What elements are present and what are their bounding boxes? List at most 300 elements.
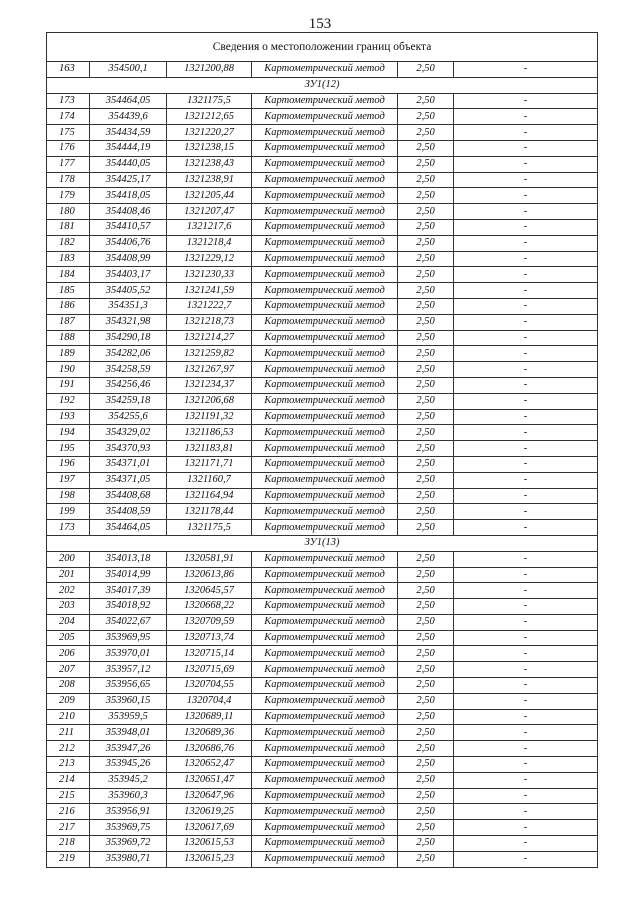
accuracy-cell: 2,50 bbox=[398, 172, 454, 188]
accuracy-cell: 2,50 bbox=[398, 662, 454, 678]
point-number: 213 bbox=[47, 757, 90, 773]
note-cell: - bbox=[454, 314, 598, 330]
point-number: 196 bbox=[47, 456, 90, 472]
table-row bbox=[47, 741, 598, 757]
point-number: 195 bbox=[47, 441, 90, 457]
accuracy-cell: 2,50 bbox=[398, 314, 454, 330]
note-cell: - bbox=[454, 441, 598, 457]
table-row bbox=[47, 140, 598, 156]
coord-y: 1320715,69 bbox=[167, 662, 252, 678]
accuracy-cell: 2,50 bbox=[398, 472, 454, 488]
table-row bbox=[47, 362, 598, 378]
method-cell: Картометрический метод bbox=[252, 377, 398, 393]
coord-y: 1321186,53 bbox=[167, 425, 252, 441]
coord-x: 353956,91 bbox=[90, 804, 167, 820]
accuracy-cell: 2,50 bbox=[398, 678, 454, 694]
coord-x: 354258,59 bbox=[90, 362, 167, 378]
coord-y: 1321234,37 bbox=[167, 377, 252, 393]
table-row bbox=[47, 314, 598, 330]
method-cell: Картометрический метод bbox=[252, 583, 398, 599]
table-row bbox=[47, 488, 598, 504]
table-row bbox=[47, 757, 598, 773]
table-row bbox=[47, 219, 598, 235]
coord-y: 1321218,4 bbox=[167, 235, 252, 251]
coord-y: 1321175,5 bbox=[167, 520, 252, 536]
note-cell: - bbox=[454, 409, 598, 425]
note-cell: - bbox=[454, 520, 598, 536]
table-row bbox=[47, 156, 598, 172]
accuracy-cell: 2,50 bbox=[398, 693, 454, 709]
coord-y: 1321222,7 bbox=[167, 298, 252, 314]
coord-y: 1321171,71 bbox=[167, 456, 252, 472]
note-cell: - bbox=[454, 377, 598, 393]
note-cell: - bbox=[454, 156, 598, 172]
method-cell: Картометрический метод bbox=[252, 298, 398, 314]
coord-y: 1320689,36 bbox=[167, 725, 252, 741]
point-number: 173 bbox=[47, 520, 90, 536]
table-row bbox=[47, 709, 598, 725]
table-row bbox=[47, 62, 598, 78]
coord-y: 1320704,4 bbox=[167, 693, 252, 709]
accuracy-cell: 2,50 bbox=[398, 599, 454, 615]
point-number: 211 bbox=[47, 725, 90, 741]
method-cell: Картометрический метод bbox=[252, 172, 398, 188]
coord-x: 353960,3 bbox=[90, 788, 167, 804]
method-cell: Картометрический метод bbox=[252, 93, 398, 109]
accuracy-cell: 2,50 bbox=[398, 709, 454, 725]
table-body bbox=[47, 33, 598, 868]
note-cell: - bbox=[454, 820, 598, 836]
method-cell: Картометрический метод bbox=[252, 725, 398, 741]
point-number: 186 bbox=[47, 298, 90, 314]
coord-x: 354403,17 bbox=[90, 267, 167, 283]
method-cell: Картометрический метод bbox=[252, 851, 398, 867]
method-cell: Картометрический метод bbox=[252, 362, 398, 378]
table-row bbox=[47, 551, 598, 567]
method-cell: Картометрический метод bbox=[252, 409, 398, 425]
note-cell: - bbox=[454, 362, 598, 378]
note-cell: - bbox=[454, 772, 598, 788]
note-cell: - bbox=[454, 298, 598, 314]
coord-x: 354255,6 bbox=[90, 409, 167, 425]
method-cell: Картометрический метод bbox=[252, 820, 398, 836]
accuracy-cell: 2,50 bbox=[398, 772, 454, 788]
coord-x: 354408,46 bbox=[90, 204, 167, 220]
coord-x: 354408,68 bbox=[90, 488, 167, 504]
method-cell: Картометрический метод bbox=[252, 741, 398, 757]
method-cell: Картометрический метод bbox=[252, 441, 398, 457]
coord-x: 353969,75 bbox=[90, 820, 167, 836]
table-row bbox=[47, 614, 598, 630]
method-cell: Картометрический метод bbox=[252, 599, 398, 615]
table-row bbox=[47, 283, 598, 299]
coord-x: 354439,6 bbox=[90, 109, 167, 125]
coord-x: 353969,95 bbox=[90, 630, 167, 646]
coord-y: 1321238,15 bbox=[167, 140, 252, 156]
table-row bbox=[47, 251, 598, 267]
accuracy-cell: 2,50 bbox=[398, 456, 454, 472]
table-row bbox=[47, 472, 598, 488]
coord-x: 354259,18 bbox=[90, 393, 167, 409]
method-cell: Картометрический метод bbox=[252, 757, 398, 773]
table-row bbox=[47, 851, 598, 867]
accuracy-cell: 2,50 bbox=[398, 646, 454, 662]
method-cell: Картометрический метод bbox=[252, 109, 398, 125]
accuracy-cell: 2,50 bbox=[398, 614, 454, 630]
note-cell: - bbox=[454, 551, 598, 567]
method-cell: Картометрический метод bbox=[252, 330, 398, 346]
coord-y: 1321160,7 bbox=[167, 472, 252, 488]
coord-y: 1320645,57 bbox=[167, 583, 252, 599]
coord-y: 1321229,12 bbox=[167, 251, 252, 267]
coord-y: 1321178,44 bbox=[167, 504, 252, 520]
note-cell: - bbox=[454, 62, 598, 78]
table-title: Сведения о местоположении границ объекта bbox=[47, 33, 598, 62]
coord-x: 354022,67 bbox=[90, 614, 167, 630]
point-number: 216 bbox=[47, 804, 90, 820]
page-number: 153 bbox=[308, 16, 332, 32]
point-number: 218 bbox=[47, 836, 90, 852]
method-cell: Картометрический метод bbox=[252, 251, 398, 267]
point-number: 177 bbox=[47, 156, 90, 172]
coord-x: 354014,99 bbox=[90, 567, 167, 583]
point-number: 174 bbox=[47, 109, 90, 125]
note-cell: - bbox=[454, 204, 598, 220]
coord-x: 354013,18 bbox=[90, 551, 167, 567]
note-cell: - bbox=[454, 662, 598, 678]
method-cell: Картометрический метод bbox=[252, 836, 398, 852]
note-cell: - bbox=[454, 851, 598, 867]
note-cell: - bbox=[454, 678, 598, 694]
point-number: 193 bbox=[47, 409, 90, 425]
coord-y: 1321206,68 bbox=[167, 393, 252, 409]
coord-y: 1320652,47 bbox=[167, 757, 252, 773]
coord-x: 354351,3 bbox=[90, 298, 167, 314]
coord-x: 354370,93 bbox=[90, 441, 167, 457]
accuracy-cell: 2,50 bbox=[398, 140, 454, 156]
accuracy-cell: 2,50 bbox=[398, 836, 454, 852]
accuracy-cell: 2,50 bbox=[398, 283, 454, 299]
coord-y: 1320715,14 bbox=[167, 646, 252, 662]
point-number: 217 bbox=[47, 820, 90, 836]
accuracy-cell: 2,50 bbox=[398, 109, 454, 125]
point-number: 204 bbox=[47, 614, 90, 630]
coord-x: 354405,52 bbox=[90, 283, 167, 299]
table-row bbox=[47, 662, 598, 678]
point-number: 194 bbox=[47, 425, 90, 441]
table-row bbox=[47, 804, 598, 820]
accuracy-cell: 2,50 bbox=[398, 409, 454, 425]
coord-x: 354425,17 bbox=[90, 172, 167, 188]
table-row bbox=[47, 599, 598, 615]
coord-y: 1320713,74 bbox=[167, 630, 252, 646]
note-cell: - bbox=[454, 630, 598, 646]
method-cell: Картометрический метод bbox=[252, 393, 398, 409]
table-row bbox=[47, 504, 598, 520]
method-cell: Картометрический метод bbox=[252, 204, 398, 220]
note-cell: - bbox=[454, 804, 598, 820]
note-cell: - bbox=[454, 741, 598, 757]
coord-x: 353960,15 bbox=[90, 693, 167, 709]
coord-x: 353948,01 bbox=[90, 725, 167, 741]
note-cell: - bbox=[454, 330, 598, 346]
coord-y: 1321191,32 bbox=[167, 409, 252, 425]
coord-x: 353956,65 bbox=[90, 678, 167, 694]
point-number: 200 bbox=[47, 551, 90, 567]
method-cell: Картометрический метод bbox=[252, 614, 398, 630]
coord-y: 1320613,86 bbox=[167, 567, 252, 583]
coord-x: 354018,92 bbox=[90, 599, 167, 615]
coord-x: 354017,39 bbox=[90, 583, 167, 599]
note-cell: - bbox=[454, 267, 598, 283]
coord-y: 1320709,59 bbox=[167, 614, 252, 630]
method-cell: Картометрический метод bbox=[252, 235, 398, 251]
method-cell: Картометрический метод bbox=[252, 504, 398, 520]
point-number: 203 bbox=[47, 599, 90, 615]
point-number: 188 bbox=[47, 330, 90, 346]
method-cell: Картометрический метод bbox=[252, 219, 398, 235]
coord-x: 353969,72 bbox=[90, 836, 167, 852]
coord-x: 353980,71 bbox=[90, 851, 167, 867]
accuracy-cell: 2,50 bbox=[398, 741, 454, 757]
method-cell: Картометрический метод bbox=[252, 62, 398, 78]
coord-y: 1321212,65 bbox=[167, 109, 252, 125]
table-row bbox=[47, 330, 598, 346]
method-cell: Картометрический метод bbox=[252, 678, 398, 694]
point-number: 185 bbox=[47, 283, 90, 299]
coord-y: 1321238,91 bbox=[167, 172, 252, 188]
accuracy-cell: 2,50 bbox=[398, 251, 454, 267]
accuracy-cell: 2,50 bbox=[398, 725, 454, 741]
method-cell: Картометрический метод bbox=[252, 346, 398, 362]
point-number: 197 bbox=[47, 472, 90, 488]
note-cell: - bbox=[454, 693, 598, 709]
accuracy-cell: 2,50 bbox=[398, 235, 454, 251]
method-cell: Картометрический метод bbox=[252, 140, 398, 156]
method-cell: Картометрический метод bbox=[252, 551, 398, 567]
accuracy-cell: 2,50 bbox=[398, 204, 454, 220]
coord-y: 1321175,5 bbox=[167, 93, 252, 109]
accuracy-cell: 2,50 bbox=[398, 851, 454, 867]
table-row bbox=[47, 298, 598, 314]
accuracy-cell: 2,50 bbox=[398, 362, 454, 378]
coord-x: 353947,26 bbox=[90, 741, 167, 757]
table-row bbox=[47, 377, 598, 393]
point-number: 205 bbox=[47, 630, 90, 646]
point-number: 202 bbox=[47, 583, 90, 599]
coord-x: 354290,18 bbox=[90, 330, 167, 346]
note-cell: - bbox=[454, 583, 598, 599]
coord-x: 354371,05 bbox=[90, 472, 167, 488]
note-cell: - bbox=[454, 472, 598, 488]
note-cell: - bbox=[454, 235, 598, 251]
note-cell: - bbox=[454, 93, 598, 109]
coord-x: 354410,57 bbox=[90, 219, 167, 235]
table-row bbox=[47, 93, 598, 109]
accuracy-cell: 2,50 bbox=[398, 567, 454, 583]
table-row bbox=[47, 520, 598, 536]
point-number: 210 bbox=[47, 709, 90, 725]
coord-y: 1321205,44 bbox=[167, 188, 252, 204]
coord-y: 1321207,47 bbox=[167, 204, 252, 220]
accuracy-cell: 2,50 bbox=[398, 441, 454, 457]
table-row bbox=[47, 109, 598, 125]
table-row bbox=[47, 188, 598, 204]
method-cell: Картометрический метод bbox=[252, 488, 398, 504]
method-cell: Картометрический метод bbox=[252, 520, 398, 536]
coord-x: 354321,98 bbox=[90, 314, 167, 330]
accuracy-cell: 2,50 bbox=[398, 377, 454, 393]
point-number: 180 bbox=[47, 204, 90, 220]
coord-x: 354418,05 bbox=[90, 188, 167, 204]
table-row bbox=[47, 267, 598, 283]
coord-x: 354464,05 bbox=[90, 520, 167, 536]
coord-x: 353945,26 bbox=[90, 757, 167, 773]
table-row bbox=[47, 646, 598, 662]
table-row bbox=[47, 393, 598, 409]
point-number: 182 bbox=[47, 235, 90, 251]
coord-y: 1320704,55 bbox=[167, 678, 252, 694]
coord-x: 354444,19 bbox=[90, 140, 167, 156]
method-cell: Картометрический метод bbox=[252, 267, 398, 283]
table-row bbox=[47, 456, 598, 472]
coord-x: 354434,59 bbox=[90, 125, 167, 141]
accuracy-cell: 2,50 bbox=[398, 93, 454, 109]
group-header-row bbox=[47, 77, 598, 93]
point-number: 198 bbox=[47, 488, 90, 504]
boundary-coordinates-table bbox=[46, 32, 598, 868]
coord-x: 354282,06 bbox=[90, 346, 167, 362]
accuracy-cell: 2,50 bbox=[398, 219, 454, 235]
accuracy-cell: 2,50 bbox=[398, 520, 454, 536]
method-cell: Картометрический метод bbox=[252, 662, 398, 678]
point-number: 173 bbox=[47, 93, 90, 109]
point-number: 215 bbox=[47, 788, 90, 804]
method-cell: Картометрический метод bbox=[252, 425, 398, 441]
table-row bbox=[47, 172, 598, 188]
accuracy-cell: 2,50 bbox=[398, 504, 454, 520]
coord-y: 1321200,88 bbox=[167, 62, 252, 78]
note-cell: - bbox=[454, 283, 598, 299]
coord-y: 1321217,6 bbox=[167, 219, 252, 235]
point-number: 175 bbox=[47, 125, 90, 141]
method-cell: Картометрический метод bbox=[252, 804, 398, 820]
point-number: 199 bbox=[47, 504, 90, 520]
coord-y: 1321218,73 bbox=[167, 314, 252, 330]
coord-x: 354406,76 bbox=[90, 235, 167, 251]
method-cell: Картометрический метод bbox=[252, 693, 398, 709]
point-number: 187 bbox=[47, 314, 90, 330]
coord-x: 354500,1 bbox=[90, 62, 167, 78]
coord-y: 1320689,11 bbox=[167, 709, 252, 725]
accuracy-cell: 2,50 bbox=[398, 156, 454, 172]
accuracy-cell: 2,50 bbox=[398, 125, 454, 141]
note-cell: - bbox=[454, 346, 598, 362]
table-row bbox=[47, 125, 598, 141]
method-cell: Картометрический метод bbox=[252, 125, 398, 141]
table-row bbox=[47, 725, 598, 741]
note-cell: - bbox=[454, 788, 598, 804]
point-number: 178 bbox=[47, 172, 90, 188]
point-number: 191 bbox=[47, 377, 90, 393]
note-cell: - bbox=[454, 140, 598, 156]
point-number: 209 bbox=[47, 693, 90, 709]
accuracy-cell: 2,50 bbox=[398, 330, 454, 346]
table-row bbox=[47, 425, 598, 441]
accuracy-cell: 2,50 bbox=[398, 488, 454, 504]
table-row bbox=[47, 441, 598, 457]
coord-y: 1321238,43 bbox=[167, 156, 252, 172]
coord-y: 1320617,69 bbox=[167, 820, 252, 836]
coord-y: 1320615,23 bbox=[167, 851, 252, 867]
note-cell: - bbox=[454, 646, 598, 662]
method-cell: Картометрический метод bbox=[252, 567, 398, 583]
point-number: 190 bbox=[47, 362, 90, 378]
accuracy-cell: 2,50 bbox=[398, 804, 454, 820]
note-cell: - bbox=[454, 709, 598, 725]
note-cell: - bbox=[454, 125, 598, 141]
accuracy-cell: 2,50 bbox=[398, 551, 454, 567]
accuracy-cell: 2,50 bbox=[398, 820, 454, 836]
coord-y: 1320647,96 bbox=[167, 788, 252, 804]
accuracy-cell: 2,50 bbox=[398, 630, 454, 646]
table-row bbox=[47, 235, 598, 251]
note-cell: - bbox=[454, 172, 598, 188]
point-number: 184 bbox=[47, 267, 90, 283]
note-cell: - bbox=[454, 188, 598, 204]
coord-x: 354408,99 bbox=[90, 251, 167, 267]
note-cell: - bbox=[454, 757, 598, 773]
method-cell: Картометрический метод bbox=[252, 283, 398, 299]
coord-x: 354371,01 bbox=[90, 456, 167, 472]
coord-y: 1321267,97 bbox=[167, 362, 252, 378]
point-number: 176 bbox=[47, 140, 90, 156]
coord-y: 1320619,25 bbox=[167, 804, 252, 820]
point-number: 183 bbox=[47, 251, 90, 267]
coord-x: 353959,5 bbox=[90, 709, 167, 725]
coord-x: 354408,59 bbox=[90, 504, 167, 520]
coord-x: 353970,01 bbox=[90, 646, 167, 662]
note-cell: - bbox=[454, 219, 598, 235]
point-number: 219 bbox=[47, 851, 90, 867]
method-cell: Картометрический метод bbox=[252, 456, 398, 472]
coord-y: 1320668,22 bbox=[167, 599, 252, 615]
point-number: 163 bbox=[47, 62, 90, 78]
note-cell: - bbox=[454, 614, 598, 630]
note-cell: - bbox=[454, 567, 598, 583]
coord-y: 1321230,33 bbox=[167, 267, 252, 283]
accuracy-cell: 2,50 bbox=[398, 298, 454, 314]
point-number: 208 bbox=[47, 678, 90, 694]
point-number: 201 bbox=[47, 567, 90, 583]
note-cell: - bbox=[454, 109, 598, 125]
note-cell: - bbox=[454, 456, 598, 472]
group-label: ЗУ1(12) bbox=[47, 77, 598, 93]
coord-x: 354464,05 bbox=[90, 93, 167, 109]
coord-y: 1320581,91 bbox=[167, 551, 252, 567]
group-label: ЗУ1(13) bbox=[47, 535, 598, 551]
point-number: 207 bbox=[47, 662, 90, 678]
coord-y: 1321259,82 bbox=[167, 346, 252, 362]
note-cell: - bbox=[454, 836, 598, 852]
accuracy-cell: 2,50 bbox=[398, 757, 454, 773]
accuracy-cell: 2,50 bbox=[398, 393, 454, 409]
method-cell: Картометрический метод bbox=[252, 788, 398, 804]
table-row bbox=[47, 836, 598, 852]
note-cell: - bbox=[454, 393, 598, 409]
note-cell: - bbox=[454, 504, 598, 520]
table-row bbox=[47, 630, 598, 646]
